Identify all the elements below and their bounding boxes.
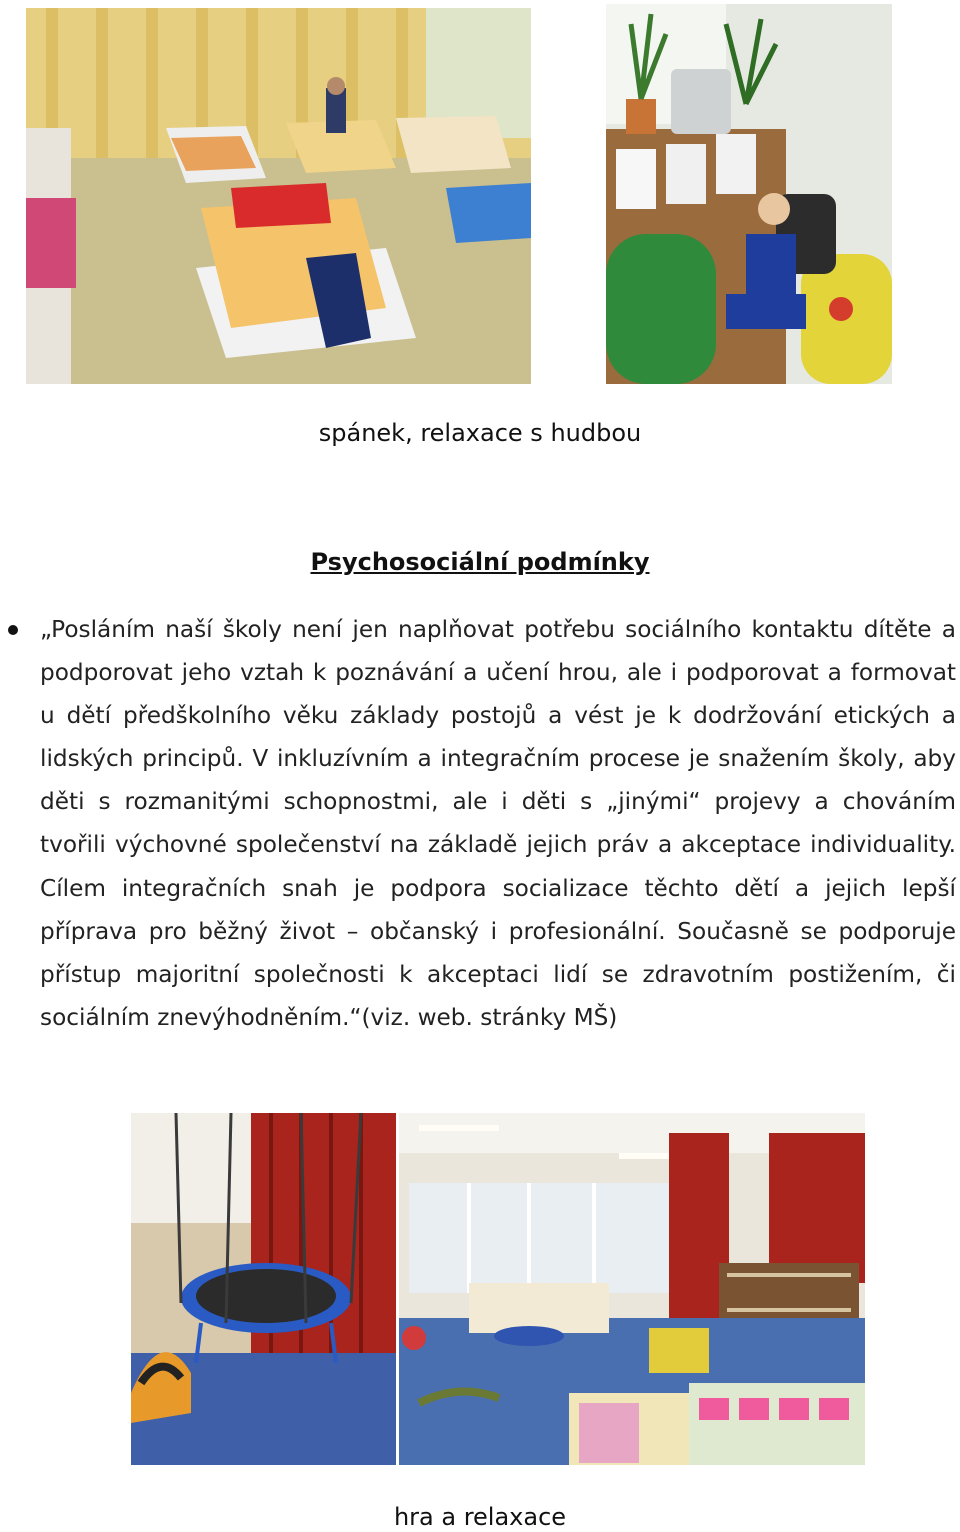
section-heading: Psychosociální podmínky [310, 548, 650, 576]
relax-corner-illustration [606, 4, 892, 384]
section-paragraph: „Posláním naší školy není jen naplňovat potřebu sociálního kontaktu dítěte a podporovat jeho vztah k poznávání a učení hrou, ale i podporovat a formovat u dětí předškolního věku základy postojů a vést je k dodržování etických a lidských principů. V inkluzívním a integračním procese je snažením školy, aby děti s rozmanitými schopnostmi, ale i děti s „jinými“ projevy a chováním tvořili výchovné společenství na základě jejich práv a akceptace individuality. Cílem integračních snah je podpora socializace těchto dětí a jejich lepší příprava pro běžný život – občanský i profesionální. Současně se podporuje přístup majoritní společnosti k akceptaci lidí se zdravotním postižením, či sociálním znevýhodněním.“(viz. web. stránky MŠ) [40, 616, 956, 1031]
photo-playroom [399, 1113, 865, 1465]
caption-sleep: spánek, relaxace s hudbou [318, 419, 642, 447]
nap-room-illustration [26, 8, 531, 384]
caption-play: hra a relaxace [393, 1503, 567, 1531]
photo-relax-corner [606, 4, 892, 384]
photo-nap-room [26, 8, 531, 384]
bullet-dot [8, 625, 18, 635]
playroom-illustration [399, 1113, 865, 1465]
photo-trampoline [131, 1113, 396, 1465]
trampoline-illustration [131, 1113, 396, 1465]
